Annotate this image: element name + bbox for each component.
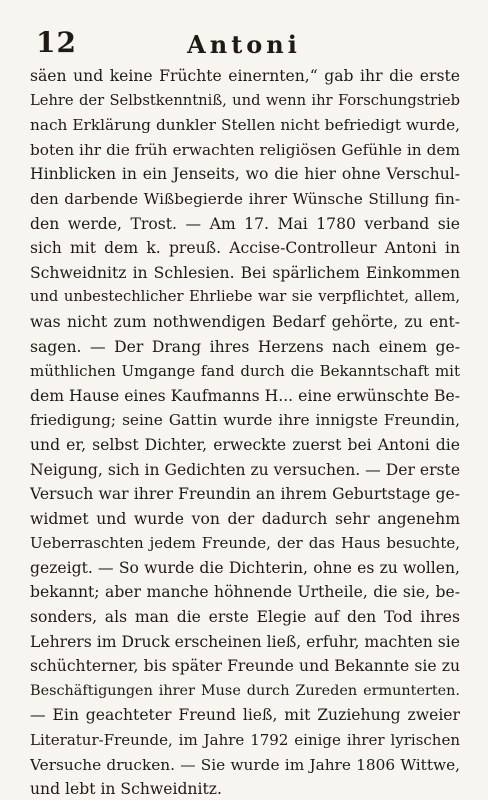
text-line: — Ein geachteter Freund ließ, mit Zuziehung zweier — [30, 706, 460, 725]
text-line: und unbestechlicher Ehrliebe war sie verpflichtet, allem, — [30, 288, 460, 306]
text-line: sonders, als man die erste Elegie auf den Tod ihres — [30, 608, 460, 627]
text-line: und er, selbst Dichter, erweckte zuerst bei Antoni die — [30, 435, 460, 454]
text-line: sagen. — Der Drang ihres Herzens nach einem ge- — [30, 337, 460, 356]
running-head: Antoni — [187, 30, 301, 59]
body-text — [30, 64, 460, 802]
text-line: Lehre der Selbstkenntniß, und wenn ihr Forschungstrieb — [30, 91, 460, 109]
text-line: den darbende Wißbegierde ihrer Wünsche Stillung fin- — [30, 189, 460, 208]
text-line: Beschäftigungen ihrer Muse durch Zureden ermunterten. — [30, 682, 460, 699]
text-line: Literatur-Freunde, im Jahre 1792 einige ihrer lyrischen — [30, 731, 460, 750]
text-line: müthlichen Umgange fand durch die Bekanntschaft mit — [30, 362, 460, 381]
text-line: Versuche drucken. — Sie wurde im Jahre 1806 Wittwe, — [30, 755, 460, 774]
text-line: was nicht zum nothwendigen Bedarf gehörte, zu ent- — [30, 312, 460, 331]
text-line: und lebt in Schweidnitz. — [30, 780, 222, 799]
text-line: Hinblicken in ein Jenseits, wo die hier ohne Verschul- — [30, 165, 460, 184]
page-header — [0, 22, 488, 62]
text-line: säen und keine Früchte einernten,“ gab ihr die erste — [30, 67, 460, 85]
text-line: friedigung; seine Gattin wurde ihre innigste Freundin, — [30, 411, 460, 430]
text-line: Ueberraschten jedem Freunde, der das Haus besuchte, — [30, 534, 460, 553]
text-line: Schweidnitz in Schlesien. Bei spärlichem Einkommen — [30, 263, 460, 282]
text-line: boten ihr die früh erwachten religiösen Gefühle in dem — [30, 140, 460, 159]
text-line: schüchterner, bis später Freunde und Bekannte sie zu — [30, 657, 460, 676]
text-line: Lehrers im Druck erscheinen ließ, erfuhr, machten sie — [30, 632, 460, 651]
text-line: den werde, Trost. — Am 17. Mai 1780 verband sie — [30, 214, 460, 233]
text-line: nach Erklärung dunkler Stellen nicht befriedigt wurde, — [30, 116, 460, 135]
text-line: widmet und wurde von der dadurch sehr angenehm — [30, 509, 460, 528]
text-line: sich mit dem k. preuß. Accise-Controlleur Antoni in — [30, 239, 460, 258]
text-line: dem Hause eines Kaufmanns H... eine erwünschte Be- — [30, 386, 460, 405]
text-line: Neigung, sich in Gedichten zu versuchen. — Der erste — [30, 460, 460, 479]
text-line: bekannt; aber manche höhnende Urtheile, die sie, be- — [30, 583, 460, 602]
text-line: Versuch war ihrer Freundin an ihrem Geburtstage ge- — [30, 485, 460, 504]
page-number: 12 — [36, 26, 77, 59]
text-line: gezeigt. — So wurde die Dichterin, ohne es zu wollen, — [30, 558, 460, 577]
